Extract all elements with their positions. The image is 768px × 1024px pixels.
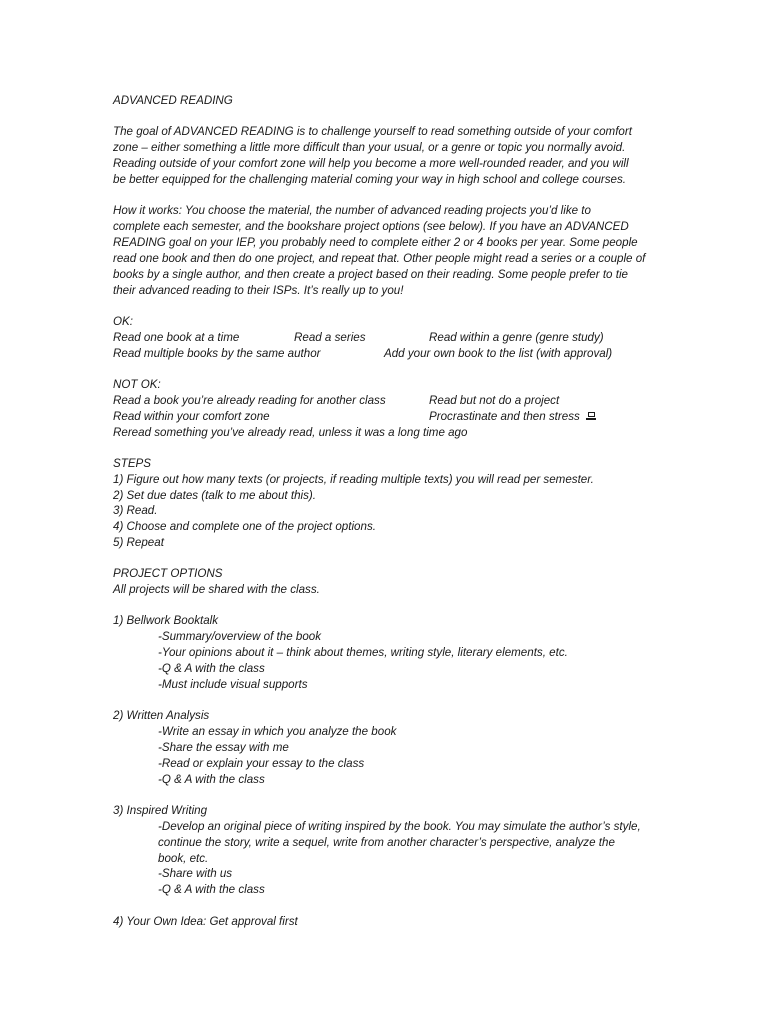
step-item: 3) Read. [113,504,158,517]
how-it-works-line: their advanced reading to their ISPs. It’s really up to you! [113,284,404,297]
ok-item: Read multiple books by the same author [113,347,321,360]
intro-line: Reading outside of your comfort zone will help you become a more well-rounded reader, and you will [113,157,629,170]
not-ok-item: Read but not do a project [429,394,560,407]
not-ok-heading: NOT OK: [113,378,161,391]
intro-line: The goal of ADVANCED READING is to challenge yourself to read something outside of your comfort [113,125,632,138]
how-it-works-line: complete each semester, and the bookshare project options (see below). If you have an ADVANCED [113,220,629,233]
project-title: 4) Your Own Idea: Get approval first [113,915,298,928]
not-ok-item: Procrastinate and then stress [429,410,580,423]
ok-item: Read within a genre (genre study) [429,331,604,344]
project-detail: -Q & A with the class [158,773,265,786]
project-detail: book, etc. [158,852,209,865]
project-detail: -Develop an original piece of writing inspired by the book. You may simulate the author’s style, [158,820,641,833]
not-ok-item-with-icon [429,409,596,425]
step-item: 4) Choose and complete one of the project options. [113,520,376,533]
project-title: 1) Bellwork Booktalk [113,614,219,627]
project-title: 2) Written Analysis [113,709,210,722]
not-ok-item: Read a book you’re already reading for another class [113,394,386,407]
project-options-heading: PROJECT OPTIONS [113,567,223,580]
project-detail: -Your opinions about it – think about themes, writing style, literary elements, etc. [158,646,568,659]
how-it-works-line: How it works: You choose the material, the number of advanced reading projects you’d like to [113,204,591,217]
project-detail: -Read or explain your essay to the class [158,757,365,770]
how-it-works-line: books by a single author, and then create a project based on their reading. Some people prefer to tie [113,268,628,281]
ok-item: Read one book at a time [113,331,240,344]
project-detail: -Summary/overview of the book [158,630,322,643]
project-detail: -Write an essay in which you analyze the book [158,725,397,738]
intro-line: be better equipped for the challenging material coming your way in high school and college courses. [113,173,627,186]
intro-line: zone – either something a little more difficult than your usual, or a genre or topic you normally avoid. [113,141,626,154]
laptop-icon [586,412,596,421]
project-options-note: All projects will be shared with the class. [113,583,320,596]
step-item: 5) Repeat [113,536,164,549]
project-detail: -Q & A with the class [158,883,265,896]
how-it-works-line: READING goal on your IEP, you probably need to complete either 2 or 4 books per year. Some people [113,236,638,249]
project-detail: -Q & A with the class [158,662,265,675]
project-title: 3) Inspired Writing [113,804,208,817]
not-ok-item: Reread something you’ve already read, unless it was a long time ago [113,426,468,439]
how-it-works-line: read one book and then do one project, and repeat that. Other people might read a series or a couple of [113,252,646,265]
not-ok-item: Read within your comfort zone [113,410,270,423]
project-detail: -Share the essay with me [158,741,289,754]
ok-item: Read a series [294,331,366,344]
ok-item: Add your own book to the list (with approval) [384,347,613,360]
ok-heading: OK: [113,315,133,328]
step-item: 2) Set due dates (talk to me about this). [113,489,316,502]
project-detail: -Share with us [158,867,233,880]
document-title: ADVANCED READING [113,94,233,107]
steps-heading: STEPS [113,457,152,470]
step-item: 1) Figure out how many texts (or projects, if reading multiple texts) you will read per semester. [113,473,594,486]
project-detail: -Must include visual supports [158,678,308,691]
project-detail: continue the story, write a sequel, write from another character’s perspective, analyze the [158,836,615,849]
